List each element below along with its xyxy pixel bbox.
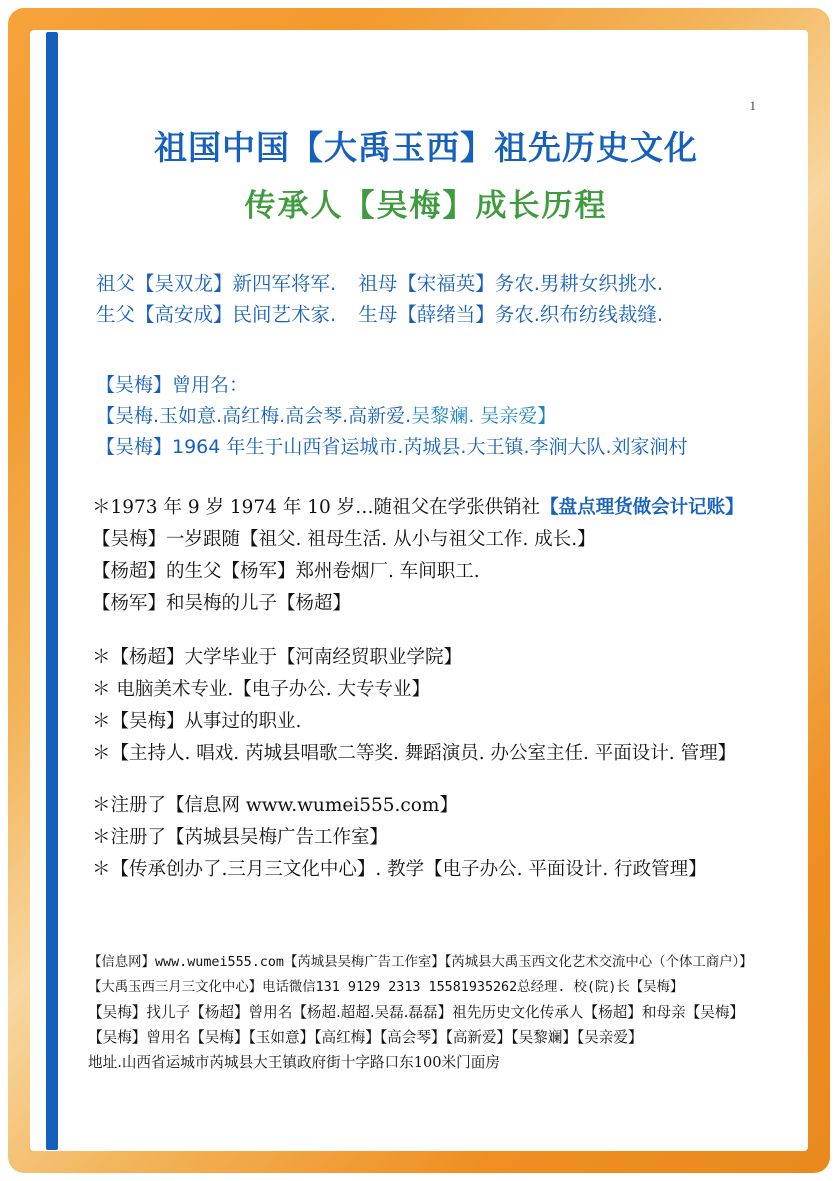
document-content [58, 30, 794, 1150]
footer-line-4: 【吴梅】曾用名【吴梅】【玉如意】【高红梅】【高会琴】【高新爱】【吴黎斓】【吴亲爱】 [88, 1029, 643, 1046]
grandfather-text: 祖父【吴双龙】新四军将军. [96, 272, 337, 295]
birth-info: 【吴梅】1964 年生于山西省运城市.芮城县.大王镇.李涧大队.刘家涧村 [96, 436, 688, 458]
history-line-2: 【吴梅】一岁跟随【祖父. 祖母生活. 从小与祖父工作. 成长.】 [92, 529, 596, 550]
history-block-early-life [92, 492, 796, 620]
history-line-1-text: ＊1973 年 9 岁 1974 年 10 岁…随祖父在学张供销社 [92, 497, 541, 518]
education-line-1: ＊【杨超】大学毕业于【河南经贸职业学院】 [92, 647, 463, 668]
father-text: 生父【高安成】民间艺术家. [96, 303, 337, 326]
history-line-1 [92, 492, 796, 524]
parents-block [96, 268, 786, 330]
former-names-heading: 【吴梅】曾用名： [96, 374, 249, 396]
registration-line-3: ＊【传承创办了.三月三文化中心】. 教学【电子办公. 平面设计. 行政管理】 [92, 859, 707, 880]
footer-address: 地址.山西省运城市芮城县大王镇政府街十字路口东100米门面房 [88, 1054, 500, 1071]
page-title: 祖国中国【大禹玉西】祖先历史文化 [154, 128, 698, 167]
history-block-education [92, 642, 796, 770]
footer-line-3: 【吴梅】找儿子【杨超】曾用名【杨超.超超.吴磊.磊磊】祖先历史文化传承人【杨超】和母亲【吴梅】 [88, 1004, 745, 1021]
history-line-4: 【杨军】和吴梅的儿子【杨超】 [92, 593, 352, 614]
footer-line-2: 【大禹玉西三月三文化中心】电话微信131 9129 2313 15581935262总经理. 校(院)长【吴梅】 [88, 980, 684, 995]
mother-text: 生母【薛绪当】务农.织布纺线裁缝. [358, 303, 664, 326]
former-names-part-a: 【吴梅.玉如意.高红梅.高会琴.高新爱. [96, 405, 412, 427]
former-names-part-b: 吴黎斓. 吴亲爱】 [411, 405, 557, 427]
page-subtitle: 传承人【吴梅】成长历程 [244, 188, 608, 224]
education-line-3: ＊【吴梅】从事过的职业. [92, 711, 302, 732]
registration-line-1: ＊注册了【信息网 www.wumei555.com】 [92, 795, 458, 816]
former-names-block [96, 370, 796, 463]
parents-row-grandparents [96, 268, 786, 299]
education-line-4: ＊【主持人. 唱戏. 芮城县唱歌二等奖. 舞蹈演员. 办公室主任. 平面设计. 管理】 [92, 743, 737, 764]
registration-line-2: ＊注册了【芮城县吴梅广告工作室】 [92, 827, 389, 848]
history-line-3: 【杨超】的生父【杨军】郑州卷烟厂. 车间职工. [92, 561, 480, 582]
history-line-1-highlight: 【盘点理货做会计记账】 [540, 497, 744, 518]
history-block-registrations [92, 790, 796, 886]
grandmother-text: 祖母【宋福英】务农.男耕女织挑水. [358, 272, 664, 295]
footer-line-1: 【信息网】www.wumei555.com【芮城县吴梅广告工作室】【芮城县大禹玉西文化艺术交流中心（个体工商户）】 [88, 955, 753, 970]
page-number: 1 [749, 98, 756, 113]
left-accent-bar [46, 32, 58, 1150]
parents-row-parents [96, 299, 786, 330]
footer-block [88, 950, 798, 1075]
former-names-list [96, 401, 796, 432]
education-line-2: ＊ 电脑美术专业.【电子办公. 大专专业】 [92, 679, 431, 700]
